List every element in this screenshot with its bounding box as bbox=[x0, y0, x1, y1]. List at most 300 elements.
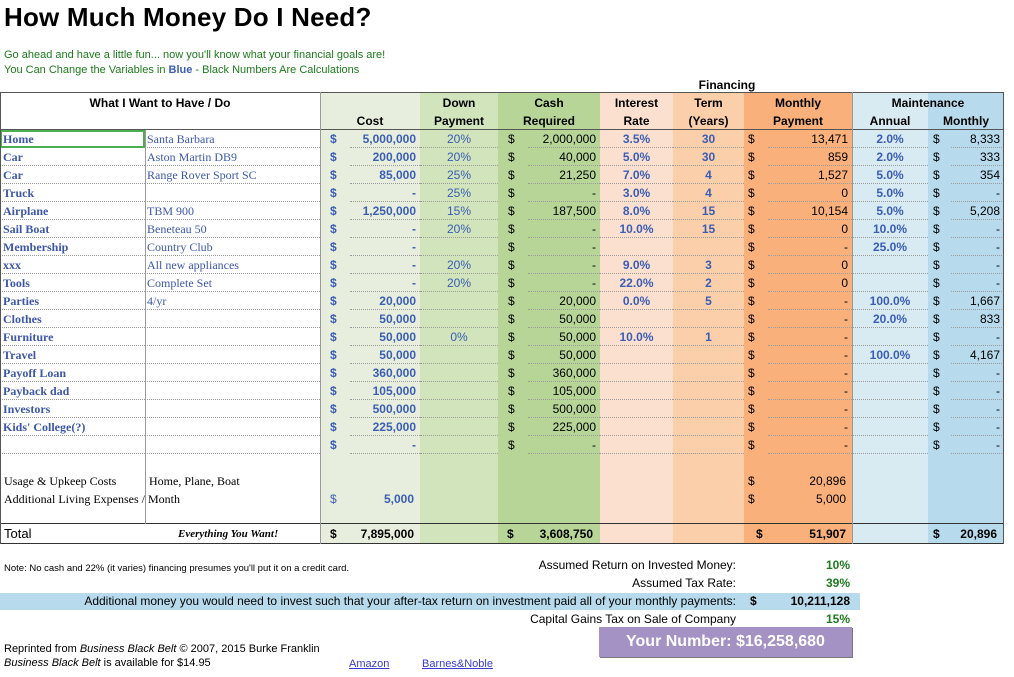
cell-mon-sym: $ bbox=[748, 312, 755, 326]
cell-mm: 833 bbox=[951, 310, 1004, 328]
cell-cash: 20,000 bbox=[528, 292, 600, 310]
cell-rate[interactable] bbox=[600, 310, 673, 328]
cell-mon: 0 bbox=[768, 184, 852, 202]
cell-cash-sym: $ bbox=[508, 330, 515, 344]
cell-mm-sym: $ bbox=[933, 132, 940, 146]
cell-mm-sym: $ bbox=[933, 186, 940, 200]
cell-cash-sym: $ bbox=[508, 348, 515, 362]
cell-down[interactable] bbox=[420, 382, 498, 400]
cell-down[interactable] bbox=[420, 436, 498, 454]
cell-cash: 225,000 bbox=[528, 418, 600, 436]
cell-cost-sym: $ bbox=[330, 258, 337, 272]
cell-desc[interactable] bbox=[145, 418, 320, 436]
cell-rate[interactable]: 9.0% bbox=[600, 256, 673, 274]
what-header: What I Want to Have / Do bbox=[89, 96, 231, 110]
cell-term[interactable] bbox=[673, 310, 744, 328]
cell-term[interactable]: 2 bbox=[673, 274, 744, 292]
cell-mon: 859 bbox=[768, 148, 852, 166]
credit-line-2 bbox=[4, 657, 211, 669]
cell-mm: 5,208 bbox=[951, 202, 1004, 220]
invest-sym: $ bbox=[750, 594, 757, 608]
cell-cost[interactable]: 200,000 bbox=[350, 148, 420, 166]
cash-header-2: Required bbox=[522, 114, 575, 128]
cell-label[interactable]: Payback dad bbox=[0, 382, 145, 400]
barnes-noble-link[interactable]: Barnes&Noble bbox=[422, 658, 493, 670]
cell-desc[interactable]: Santa Barbara bbox=[145, 130, 320, 148]
living-cost-sym: $ bbox=[330, 492, 337, 506]
table-row bbox=[0, 436, 1004, 454]
cell-cash-sym: $ bbox=[508, 150, 515, 164]
cell-desc[interactable] bbox=[145, 346, 320, 364]
cell-cost[interactable]: 500,000 bbox=[350, 400, 420, 418]
cell-label[interactable]: xxx bbox=[0, 256, 145, 274]
intro-post: - Black Numbers Are Calculations bbox=[192, 64, 360, 76]
cell-mm: 4,167 bbox=[951, 346, 1004, 364]
cell-cash: 40,000 bbox=[528, 148, 600, 166]
cell-label[interactable]: Investors bbox=[0, 400, 145, 418]
cell-mon: 0 bbox=[768, 220, 852, 238]
cell-desc[interactable] bbox=[145, 400, 320, 418]
cell-cost[interactable]: - bbox=[350, 184, 420, 202]
cell-down[interactable]: 20% bbox=[420, 148, 498, 166]
intro-line-1: Go ahead and have a little fun... now you'll know what your financial goals are! bbox=[4, 49, 386, 61]
cell-cash: - bbox=[528, 256, 600, 274]
cell-down[interactable] bbox=[420, 400, 498, 418]
cell-mon-sym: $ bbox=[748, 384, 755, 398]
cell-down[interactable]: 25% bbox=[420, 184, 498, 202]
cell-cost[interactable]: - bbox=[350, 238, 420, 256]
monthly-header-1: Monthly bbox=[775, 96, 821, 110]
cell-label[interactable]: Car bbox=[0, 148, 145, 166]
cell-cost-sym: $ bbox=[330, 366, 337, 380]
cell-cost[interactable]: 50,000 bbox=[350, 310, 420, 328]
cell-mon: 0 bbox=[768, 274, 852, 292]
intro-line-2 bbox=[4, 64, 359, 76]
cell-mm-sym: $ bbox=[933, 384, 940, 398]
cell-mon: - bbox=[768, 328, 852, 346]
cell-rate[interactable] bbox=[600, 238, 673, 256]
term-header-2: (Years) bbox=[688, 114, 729, 128]
invest-value: 10,211,128 bbox=[790, 594, 850, 608]
table-row bbox=[0, 148, 1004, 166]
cell-term[interactable] bbox=[673, 400, 744, 418]
cell-label[interactable]: Airplane bbox=[0, 202, 145, 220]
cell-label[interactable]: Sail Boat bbox=[0, 220, 145, 238]
table-row bbox=[0, 184, 1004, 202]
cell-label[interactable]: Truck bbox=[0, 184, 145, 202]
cell-cost-sym: $ bbox=[330, 312, 337, 326]
cell-mon: - bbox=[768, 418, 852, 436]
tax-value[interactable]: 39% bbox=[825, 576, 850, 590]
total-mon-value: 51,907 bbox=[809, 527, 846, 541]
cell-annual[interactable]: 20.0% bbox=[852, 310, 928, 328]
cell-cash-sym: $ bbox=[508, 258, 515, 272]
amazon-link[interactable]: Amazon bbox=[349, 658, 390, 670]
cell-desc[interactable]: TBM 900 bbox=[145, 202, 320, 220]
left-border bbox=[0, 92, 1, 544]
cell-desc[interactable]: Country Club bbox=[145, 238, 320, 256]
cell-mm-sym: $ bbox=[933, 348, 940, 362]
cell-mon-sym: $ bbox=[748, 186, 755, 200]
cell-mm-sym: $ bbox=[933, 312, 940, 326]
cell-mon-sym: $ bbox=[748, 150, 755, 164]
total-mm-sym: $ bbox=[933, 527, 940, 541]
cell-cost[interactable]: 360,000 bbox=[350, 364, 420, 382]
cell-term[interactable]: 1 bbox=[673, 328, 744, 346]
cell-down[interactable]: 20% bbox=[420, 256, 498, 274]
table-row bbox=[0, 292, 1004, 310]
cell-cash: - bbox=[528, 238, 600, 256]
cell-mm: - bbox=[951, 184, 1004, 202]
cell-down[interactable] bbox=[420, 310, 498, 328]
interest-header-2: Rate bbox=[623, 114, 650, 128]
cell-down[interactable]: 20% bbox=[420, 274, 498, 292]
cell-mon-sym: $ bbox=[748, 258, 755, 272]
cell-term[interactable]: 30 bbox=[673, 148, 744, 166]
cell-rate[interactable] bbox=[600, 418, 673, 436]
table-row bbox=[0, 130, 1004, 148]
usage-label: Usage & Upkeep Costs bbox=[4, 474, 117, 488]
cell-mon: 1,527 bbox=[768, 166, 852, 184]
cell-cost-sym: $ bbox=[330, 384, 337, 398]
cell-mon-sym: $ bbox=[748, 222, 755, 236]
cell-cost-sym: $ bbox=[330, 150, 337, 164]
credit-line-1 bbox=[4, 643, 320, 655]
cell-annual[interactable]: 10.0% bbox=[852, 220, 928, 238]
cell-annual[interactable]: 100.0% bbox=[852, 292, 928, 310]
cell-term[interactable] bbox=[673, 382, 744, 400]
cell-term[interactable] bbox=[673, 238, 744, 256]
footnote: Note: No cash and 22% (it varies) financing presumes you'll put it on a credit card. bbox=[4, 563, 350, 574]
usage-mon-value: 20,896 bbox=[809, 474, 846, 488]
cell-annual[interactable] bbox=[852, 400, 928, 418]
cell-mon-sym: $ bbox=[748, 276, 755, 290]
cell-cost[interactable]: 50,000 bbox=[350, 346, 420, 364]
table-row bbox=[0, 238, 1004, 256]
total-top-border bbox=[0, 523, 1004, 524]
total-mon-sym: $ bbox=[756, 527, 763, 541]
cell-term[interactable]: 30 bbox=[673, 130, 744, 148]
cell-label[interactable]: Home bbox=[0, 130, 145, 148]
invest-label: Additional money you would need to invest such that your after-tax return on investment paid all of your monthly payments: bbox=[84, 594, 736, 608]
total-desc: Everything You Want! bbox=[178, 528, 279, 540]
cell-cost-sym: $ bbox=[330, 438, 337, 452]
cell-cost-sym: $ bbox=[330, 240, 337, 254]
cell-cost-sym: $ bbox=[330, 204, 337, 218]
cell-desc[interactable] bbox=[145, 310, 320, 328]
cell-cash-sym: $ bbox=[508, 366, 515, 380]
cell-annual[interactable] bbox=[852, 256, 928, 274]
credit-price: is available for $14.95 bbox=[100, 657, 211, 669]
cell-desc[interactable]: Range Rover Sport SC bbox=[145, 166, 320, 184]
cell-cash: 50,000 bbox=[528, 310, 600, 328]
cg-label: Capital Gains Tax on Sale of Company bbox=[530, 612, 736, 626]
cell-term[interactable]: 15 bbox=[673, 202, 744, 220]
cell-mon: 13,471 bbox=[768, 130, 852, 148]
total-cost-sym: $ bbox=[330, 527, 337, 541]
cell-label[interactable]: Travel bbox=[0, 346, 145, 364]
cell-label[interactable] bbox=[0, 436, 145, 454]
cell-cost[interactable]: - bbox=[350, 220, 420, 238]
cell-term[interactable]: 4 bbox=[673, 166, 744, 184]
cell-down[interactable] bbox=[420, 292, 498, 310]
cell-term[interactable] bbox=[673, 418, 744, 436]
cell-cost[interactable]: 50,000 bbox=[350, 328, 420, 346]
cell-cost[interactable]: - bbox=[350, 436, 420, 454]
cell-mm-sym: $ bbox=[933, 276, 940, 290]
living-cost-value[interactable]: 5,000 bbox=[383, 492, 414, 506]
cell-mm-sym: $ bbox=[933, 168, 940, 182]
cell-label[interactable]: Payoff Loan bbox=[0, 364, 145, 382]
cell-cost[interactable]: - bbox=[350, 256, 420, 274]
cell-annual[interactable]: 25.0% bbox=[852, 238, 928, 256]
cell-cash-sym: $ bbox=[508, 168, 515, 182]
cell-down[interactable]: 25% bbox=[420, 166, 498, 184]
cell-down[interactable]: 20% bbox=[420, 130, 498, 148]
cost-divider bbox=[320, 92, 321, 544]
cell-mm: - bbox=[951, 274, 1004, 292]
cell-mon: - bbox=[768, 364, 852, 382]
cell-label[interactable]: Parties bbox=[0, 292, 145, 310]
cell-mon-sym: $ bbox=[748, 420, 755, 434]
maint-monthly-header: Monthly bbox=[943, 114, 989, 128]
cell-cost[interactable]: 1,250,000 bbox=[350, 202, 420, 220]
cell-annual[interactable]: 5.0% bbox=[852, 202, 928, 220]
cell-cash: 2,000,000 bbox=[528, 130, 600, 148]
cell-desc[interactable]: Complete Set bbox=[145, 274, 320, 292]
cell-cash-sym: $ bbox=[508, 420, 515, 434]
cell-annual[interactable]: 5.0% bbox=[852, 166, 928, 184]
cell-mm-sym: $ bbox=[933, 438, 940, 452]
table-row bbox=[0, 310, 1004, 328]
cell-cash: 50,000 bbox=[528, 328, 600, 346]
cell-rate[interactable] bbox=[600, 400, 673, 418]
cell-term[interactable] bbox=[673, 436, 744, 454]
cost-header: Cost bbox=[356, 114, 384, 128]
cell-cash: 21,250 bbox=[528, 166, 600, 184]
cell-rate[interactable]: 3.0% bbox=[600, 184, 673, 202]
cell-mon-sym: $ bbox=[748, 204, 755, 218]
cell-rate[interactable] bbox=[600, 346, 673, 364]
cell-label[interactable]: Tools bbox=[0, 274, 145, 292]
cell-term[interactable] bbox=[673, 364, 744, 382]
cell-annual[interactable] bbox=[852, 436, 928, 454]
cell-term[interactable]: 3 bbox=[673, 256, 744, 274]
cell-term[interactable]: 5 bbox=[673, 292, 744, 310]
intro-pre: You Can Change the Variables in bbox=[4, 64, 169, 76]
cell-cash-sym: $ bbox=[508, 222, 515, 236]
financing-header: Financing bbox=[698, 78, 756, 92]
cell-label[interactable]: Membership bbox=[0, 238, 145, 256]
cell-label[interactable]: Clothes bbox=[0, 310, 145, 328]
cell-desc[interactable] bbox=[145, 184, 320, 202]
cell-cash-sym: $ bbox=[508, 438, 515, 452]
cell-cost-sym: $ bbox=[330, 330, 337, 344]
cell-mm-sym: $ bbox=[933, 402, 940, 416]
cell-desc[interactable] bbox=[145, 328, 320, 346]
cell-mm: - bbox=[951, 256, 1004, 274]
cell-mm-sym: $ bbox=[933, 258, 940, 272]
table-row bbox=[0, 220, 1004, 238]
cell-mm: - bbox=[951, 418, 1004, 436]
cell-annual[interactable] bbox=[852, 364, 928, 382]
cell-mon-sym: $ bbox=[748, 168, 755, 182]
cell-rate[interactable]: 0.0% bbox=[600, 292, 673, 310]
cell-rate[interactable] bbox=[600, 436, 673, 454]
cell-down[interactable]: 20% bbox=[420, 220, 498, 238]
cell-mm: - bbox=[951, 328, 1004, 346]
cell-mm-sym: $ bbox=[933, 330, 940, 344]
cell-annual[interactable]: 2.0% bbox=[852, 148, 928, 166]
cell-cash-sym: $ bbox=[508, 294, 515, 308]
cell-cash: - bbox=[528, 436, 600, 454]
cell-label[interactable]: Car bbox=[0, 166, 145, 184]
cg-value[interactable]: 15% bbox=[825, 612, 850, 626]
table-row bbox=[0, 364, 1004, 382]
cell-annual[interactable] bbox=[852, 328, 928, 346]
cell-mm: - bbox=[951, 436, 1004, 454]
return-label: Assumed Return on Invested Money: bbox=[538, 558, 736, 572]
cell-mm-sym: $ bbox=[933, 204, 940, 218]
cell-desc[interactable]: 4/yr bbox=[145, 292, 320, 310]
cell-down[interactable] bbox=[420, 238, 498, 256]
cell-annual[interactable]: 5.0% bbox=[852, 184, 928, 202]
cell-mm: 1,667 bbox=[951, 292, 1004, 310]
cell-rate[interactable]: 7.0% bbox=[600, 166, 673, 184]
cell-mm-sym: $ bbox=[933, 420, 940, 434]
cell-cost-sym: $ bbox=[330, 294, 337, 308]
table-row bbox=[0, 274, 1004, 292]
cell-down[interactable]: 0% bbox=[420, 328, 498, 346]
cell-rate[interactable]: 3.5% bbox=[600, 130, 673, 148]
cell-cost[interactable]: - bbox=[350, 274, 420, 292]
cell-cost-sym: $ bbox=[330, 168, 337, 182]
cell-down[interactable]: 15% bbox=[420, 202, 498, 220]
cell-annual[interactable] bbox=[852, 274, 928, 292]
cell-cost[interactable]: 20,000 bbox=[350, 292, 420, 310]
table-row bbox=[0, 346, 1004, 364]
cell-mm: - bbox=[951, 382, 1004, 400]
cell-term[interactable] bbox=[673, 346, 744, 364]
cell-desc[interactable]: All new appliances bbox=[145, 256, 320, 274]
cell-desc[interactable]: Aston Martin DB9 bbox=[145, 148, 320, 166]
cell-rate[interactable]: 22.0% bbox=[600, 274, 673, 292]
cell-annual[interactable]: 100.0% bbox=[852, 346, 928, 364]
cell-mon: - bbox=[768, 310, 852, 328]
table-row bbox=[0, 202, 1004, 220]
credit-post: © 2007, 2015 Burke Franklin bbox=[176, 643, 320, 655]
return-value[interactable]: 10% bbox=[825, 558, 850, 572]
cell-mm-sym: $ bbox=[933, 222, 940, 236]
table-row bbox=[0, 328, 1004, 346]
total-cost-value: 7,895,000 bbox=[360, 527, 414, 541]
cell-rate[interactable]: 10.0% bbox=[600, 220, 673, 238]
cell-label[interactable]: Kids' College(?) bbox=[0, 418, 145, 436]
cell-mm-sym: $ bbox=[933, 150, 940, 164]
cell-cash: - bbox=[528, 184, 600, 202]
right-border bbox=[1003, 92, 1004, 544]
cell-cash: 50,000 bbox=[528, 346, 600, 364]
cell-cost[interactable]: 5,000,000 bbox=[350, 130, 420, 148]
cell-mm: - bbox=[951, 220, 1004, 238]
cell-mon: - bbox=[768, 436, 852, 454]
cell-cost[interactable]: 85,000 bbox=[350, 166, 420, 184]
cell-annual[interactable]: 2.0% bbox=[852, 130, 928, 148]
cell-rate[interactable]: 10.0% bbox=[600, 328, 673, 346]
cell-mon-sym: $ bbox=[748, 438, 755, 452]
page-title: How Much Money Do I Need? bbox=[4, 2, 372, 32]
cell-cash: 360,000 bbox=[528, 364, 600, 382]
cell-mm: - bbox=[951, 238, 1004, 256]
cell-term[interactable]: 4 bbox=[673, 184, 744, 202]
cell-mm: 354 bbox=[951, 166, 1004, 184]
monthly-header-2: Payment bbox=[772, 114, 824, 128]
cash-header-1: Cash bbox=[534, 96, 564, 110]
table-row bbox=[0, 400, 1004, 418]
cell-rate[interactable] bbox=[600, 382, 673, 400]
usage-desc[interactable]: Home, Plane, Boat bbox=[149, 474, 240, 488]
intro-blue: Blue bbox=[168, 64, 193, 76]
total-label: Total bbox=[4, 526, 32, 541]
table-top-border bbox=[0, 92, 1004, 93]
credit-book-1: Business Black Belt bbox=[79, 643, 177, 655]
cell-mm-sym: $ bbox=[933, 240, 940, 254]
cell-cash: 500,000 bbox=[528, 400, 600, 418]
cell-down[interactable] bbox=[420, 364, 498, 382]
cell-down[interactable] bbox=[420, 346, 498, 364]
cell-rate[interactable]: 5.0% bbox=[600, 148, 673, 166]
cell-annual[interactable] bbox=[852, 418, 928, 436]
cell-cash: - bbox=[528, 220, 600, 238]
cell-cost-sym: $ bbox=[330, 132, 337, 146]
cell-cash: 105,000 bbox=[528, 382, 600, 400]
cell-cost[interactable]: 105,000 bbox=[350, 382, 420, 400]
cell-rate[interactable] bbox=[600, 364, 673, 382]
living-mon-value: 5,000 bbox=[815, 492, 846, 506]
tax-label: Assumed Tax Rate: bbox=[632, 576, 736, 590]
table-row bbox=[0, 382, 1004, 400]
cell-desc[interactable] bbox=[145, 382, 320, 400]
cell-cost[interactable]: 225,000 bbox=[350, 418, 420, 436]
cell-down[interactable] bbox=[420, 418, 498, 436]
cell-mon-sym: $ bbox=[748, 240, 755, 254]
your-number-box: Your Number: $16,258,680 bbox=[599, 627, 852, 657]
cell-mm: - bbox=[951, 364, 1004, 382]
cell-cash-sym: $ bbox=[508, 204, 515, 218]
cell-term[interactable]: 15 bbox=[673, 220, 744, 238]
total-bottom-border bbox=[0, 543, 1004, 544]
living-mon-sym: $ bbox=[748, 492, 755, 506]
cell-mon: 10,154 bbox=[768, 202, 852, 220]
cell-mon: - bbox=[768, 346, 852, 364]
cell-annual[interactable] bbox=[852, 382, 928, 400]
cell-mm: - bbox=[951, 400, 1004, 418]
cell-cash: - bbox=[528, 274, 600, 292]
cell-mon-sym: $ bbox=[748, 402, 755, 416]
credit-pre: Reprinted from bbox=[4, 643, 80, 655]
cell-label[interactable]: Furniture bbox=[0, 328, 145, 346]
total-cash-sym: $ bbox=[507, 527, 514, 541]
cell-desc[interactable] bbox=[145, 364, 320, 382]
down-header-1: Down bbox=[442, 96, 476, 110]
cell-rate[interactable]: 8.0% bbox=[600, 202, 673, 220]
cell-cost-sym: $ bbox=[330, 348, 337, 362]
cell-cash: 187,500 bbox=[528, 202, 600, 220]
cell-desc[interactable]: Beneteau 50 bbox=[145, 220, 320, 238]
cell-desc[interactable] bbox=[145, 436, 320, 454]
cell-mon: - bbox=[768, 382, 852, 400]
cell-mon-sym: $ bbox=[748, 294, 755, 308]
